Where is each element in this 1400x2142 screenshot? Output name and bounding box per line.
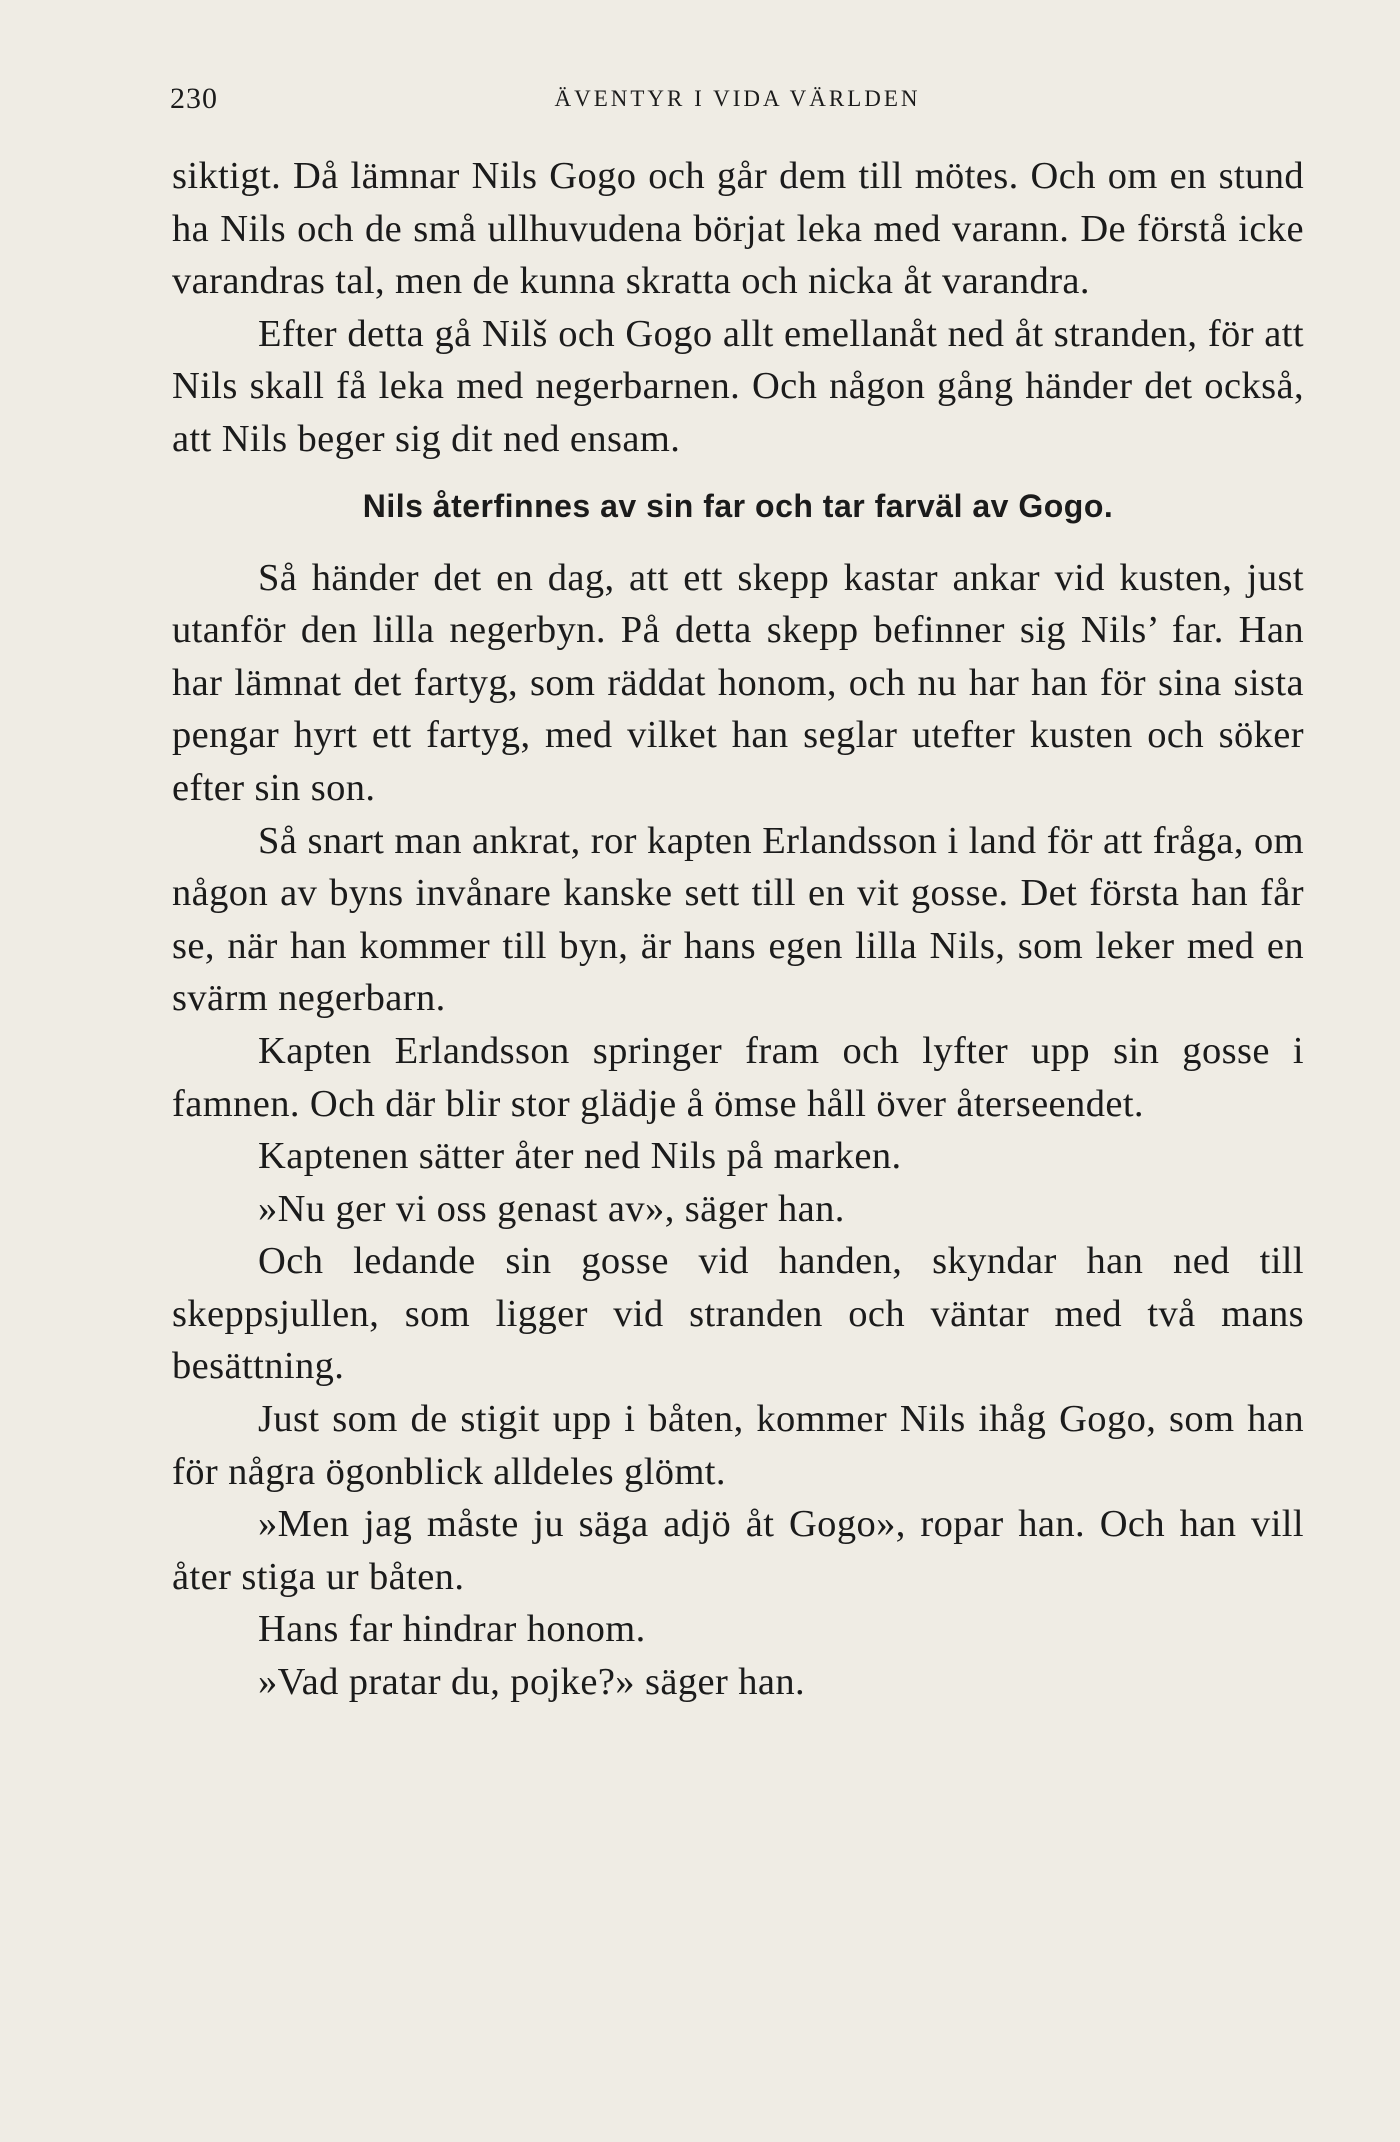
paragraph-8: Och ledande sin gosse vid handen, skyndar han ned till skeppsjullen, som ligger vid stranden och väntar med två mans besättning. xyxy=(172,1240,1304,1388)
running-title: ÄVENTYR I VIDA VÄRLDEN xyxy=(554,86,921,111)
paragraph-12: »Vad pratar du, pojke?» säger han. xyxy=(258,1661,806,1704)
paragraph-5: Kapten Erlandsson springer fram och lyfter upp sin gosse i famnen. Och där blir stor glädje å ömse håll över återseendet. xyxy=(172,1029,1304,1125)
page-number: 230 xyxy=(170,82,218,115)
running-head xyxy=(170,82,1305,122)
paragraph-2: Efter detta gå Nilš och Gogo allt emellanåt ned åt stranden, för att Nils skall få leka med negerbarnen. Och någon gång händer det också, att Nils beger sig dit ned ensam. xyxy=(172,312,1304,460)
paragraph-9: Just som de stigit upp i båten, kommer Nils ihåg Gogo, som han för några ögonblick alldeles glömt. xyxy=(172,1398,1304,1493)
paragraph-4: Så snart man ankrat, ror kapten Erlandsson i land för att fråga, om någon av byns invånare kanske sett till en vit gosse. Det första han får se, när han kommer till byn, är hans egen lilla Nils, som leker med en svärm negerbarn. xyxy=(172,819,1304,1020)
paragraph-3: Så händer det en dag, att ett skepp kastar ankar vid kusten, just utanför den lilla negerbyn. På detta skepp befinner sig Nils’ far. Han har lämnat det fartyg, som räddat honom, och nu har han för sina sista pengar hyrt ett fartyg, med vilket han seglar utefter kusten och söker efter sin son. xyxy=(172,556,1304,809)
section-heading: Nils återfinnes av sin far och tar farväl av Gogo. xyxy=(362,487,1114,524)
paragraph-10: »Men jag måste ju säga adjö åt Gogo», ropar han. Och han vill åter stiga ur båten. xyxy=(172,1503,1304,1598)
paragraph-7: »Nu ger vi oss genast av», säger han. xyxy=(258,1187,845,1230)
paragraph-1: siktigt. Då lämnar Nils Gogo och går dem till mötes. Och om en stund ha Nils och de små ullhuvudena börjat leka med varann. De förstå icke varandras tal, men de kunna skratta och nicka åt varandra. xyxy=(172,155,1304,303)
paragraph-6: Kaptenen sätter åter ned Nils på marken. xyxy=(258,1135,902,1178)
body-text xyxy=(172,150,1304,1709)
paragraph-11: Hans far hindrar honom. xyxy=(258,1608,646,1651)
